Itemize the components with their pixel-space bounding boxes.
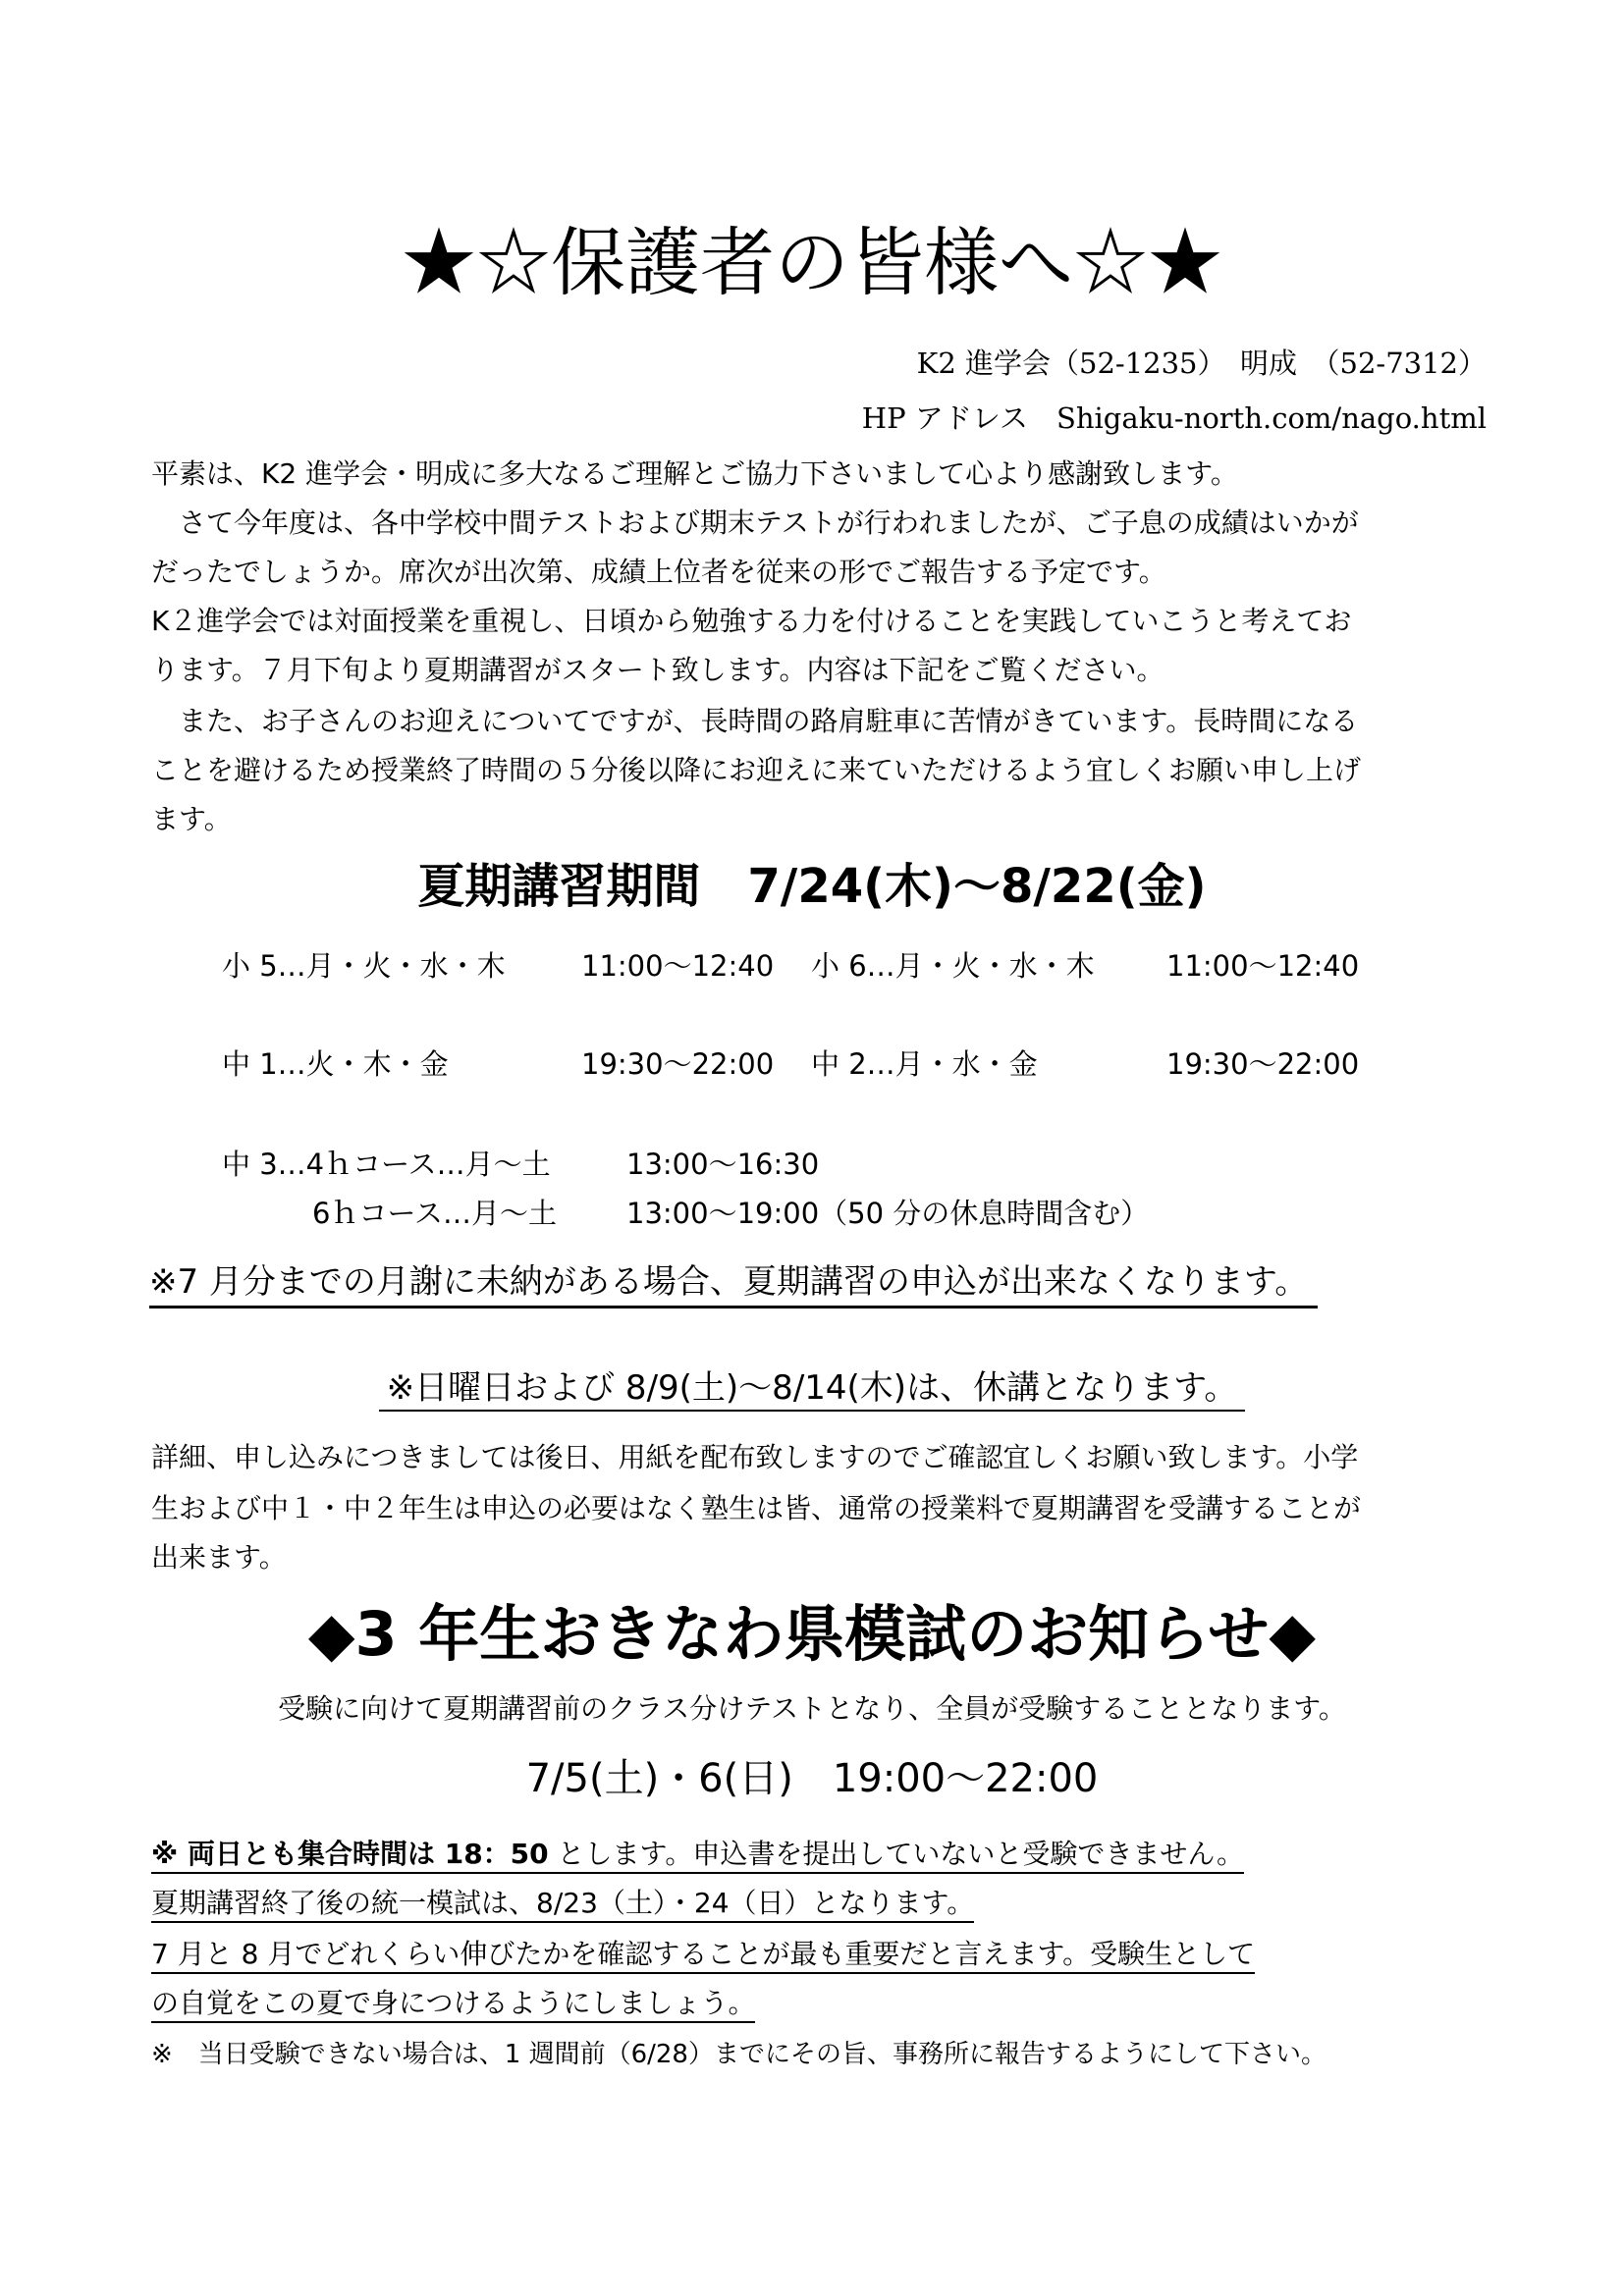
- schedule-elem6-time: 11:00～12:40: [1166, 949, 1360, 983]
- schedule-jh1-days: 中 1…火・木・金: [222, 1047, 449, 1081]
- intro-line: K２進学会では対面授業を重視し、日頃から勉強する力を付けることを実践していこうと考えてお: [151, 605, 1352, 637]
- mock-exam-subtitle: 受験に向けて夏期講習前のクラス分けテストとなり、全員が受験することとなります。: [278, 1692, 1346, 1725]
- intro-line: ります。７月下旬より夏期講習がスタート致します。内容は下記をご覧ください。: [151, 654, 1164, 686]
- unpaid-fee-notice: ※7 月分までの月謝に未納がある場合、夏期講習の申込が出来なくなります。: [149, 1258, 1318, 1308]
- intro-line: また、お子さんのお迎えについてですが、長時間の路肩駐車に苦情がきています。長時間になる: [151, 705, 1359, 737]
- mock-note-absence: ※ 当日受験できない場合は、1 週間前（6/28）までにその旨、事務所に報告するようにして下さい。: [151, 2040, 1326, 2069]
- schedule-jh2-time: 19:30～22:00: [1166, 1047, 1360, 1081]
- mock-exam-date: 7/5(土)・6(日) 19:00～22:00: [525, 1756, 1099, 1801]
- mock-note-unified-text: 夏期講習終了後の統一模試は、8/23（土）・24（日）となります。: [151, 1887, 974, 1923]
- mock-note-growth: [151, 1930, 1255, 1979]
- schedule-elem5-time: 11:00～12:40: [581, 949, 775, 983]
- mock-note-assembly-mark: ※: [151, 1838, 188, 1874]
- mock-exam-heading: ◆3 年生おきなわ県模試のお知らせ◆: [307, 1598, 1317, 1670]
- intro-line: ことを避けるため授業終了時間の５分後以降にお迎えに来ていただけるよう宜しくお願い申し上げ: [151, 754, 1362, 786]
- summer-course-heading: 夏期講習期間 7/24(木)～8/22(金): [417, 859, 1207, 914]
- mock-note-assembly-time: 両日とも集合時間は 18：50: [188, 1838, 549, 1874]
- schedule-jh3-4h-days: 中 3…4ｈコース…月～土: [222, 1148, 551, 1181]
- schedule-jh3-6h-days: 6ｈコース…月～土: [312, 1197, 558, 1230]
- contact-phone-line: K2 進学会（52-1235） 明成 （52-7312）: [916, 347, 1487, 380]
- details-line: 出来ます。: [151, 1541, 287, 1574]
- schedule-jh2-days: 中 2…月・水・金: [811, 1047, 1038, 1081]
- closed-days-text: ※日曜日および 8/9(土)～8/14(木)は、休講となります。: [379, 1368, 1246, 1412]
- intro-line: 平素は、K2 進学会・明成に多大なるご理解とご協力下さいまして心より感謝致します。: [151, 457, 1238, 490]
- mock-note-unified: [151, 1879, 974, 1928]
- schedule-jh3-6h-time: 13:00～19:00（50 分の休息時間含む）: [626, 1197, 1150, 1230]
- schedule-elem5-days: 小 5…月・火・水・木: [222, 949, 506, 983]
- details-line: 生および中１・中２年生は申込の必要はなく塾生は皆、通常の授業料で夏期講習を受講することが: [151, 1492, 1362, 1524]
- schedule-elem6-days: 小 6…月・火・水・木: [811, 949, 1095, 983]
- mock-note-growth-text-b: の自覚をこの夏で身につけるようにしましょう。: [151, 1987, 755, 2023]
- intro-line: だったでしょうか。席次が出次第、成績上位者を従来の形でご報告する予定です。: [151, 556, 1166, 588]
- intro-line: さて今年度は、各中学校中間テストおよび期末テストが行われましたが、ご子息の成績はいかが: [151, 507, 1359, 539]
- contact-website-line: HP アドレス Shigaku-north.com/nago.html: [861, 401, 1487, 435]
- mock-note-growth-text-a: 7 月と 8 月でどれくらい伸びたかを確認することが最も重要だと言えます。受験生として: [151, 1938, 1255, 1974]
- intro-line: ます。: [151, 803, 232, 835]
- closed-days-notice: [0, 1364, 1624, 1412]
- page-title: ★☆保護者の皆様へ☆★: [402, 219, 1222, 306]
- schedule-jh3-4h-time: 13:00～16:30: [626, 1148, 820, 1181]
- details-line: 詳細、申し込みにつきましては後日、用紙を配布致しますのでご確認宜しくお願い致します。小学: [151, 1441, 1359, 1473]
- mock-note-assembly: [151, 1830, 1244, 1879]
- schedule-jh1-time: 19:30～22:00: [581, 1047, 775, 1081]
- mock-note-growth-cont: [151, 1979, 755, 2028]
- mock-note-assembly-rest: とします。申込書を提出していないと受験できません。: [549, 1838, 1244, 1874]
